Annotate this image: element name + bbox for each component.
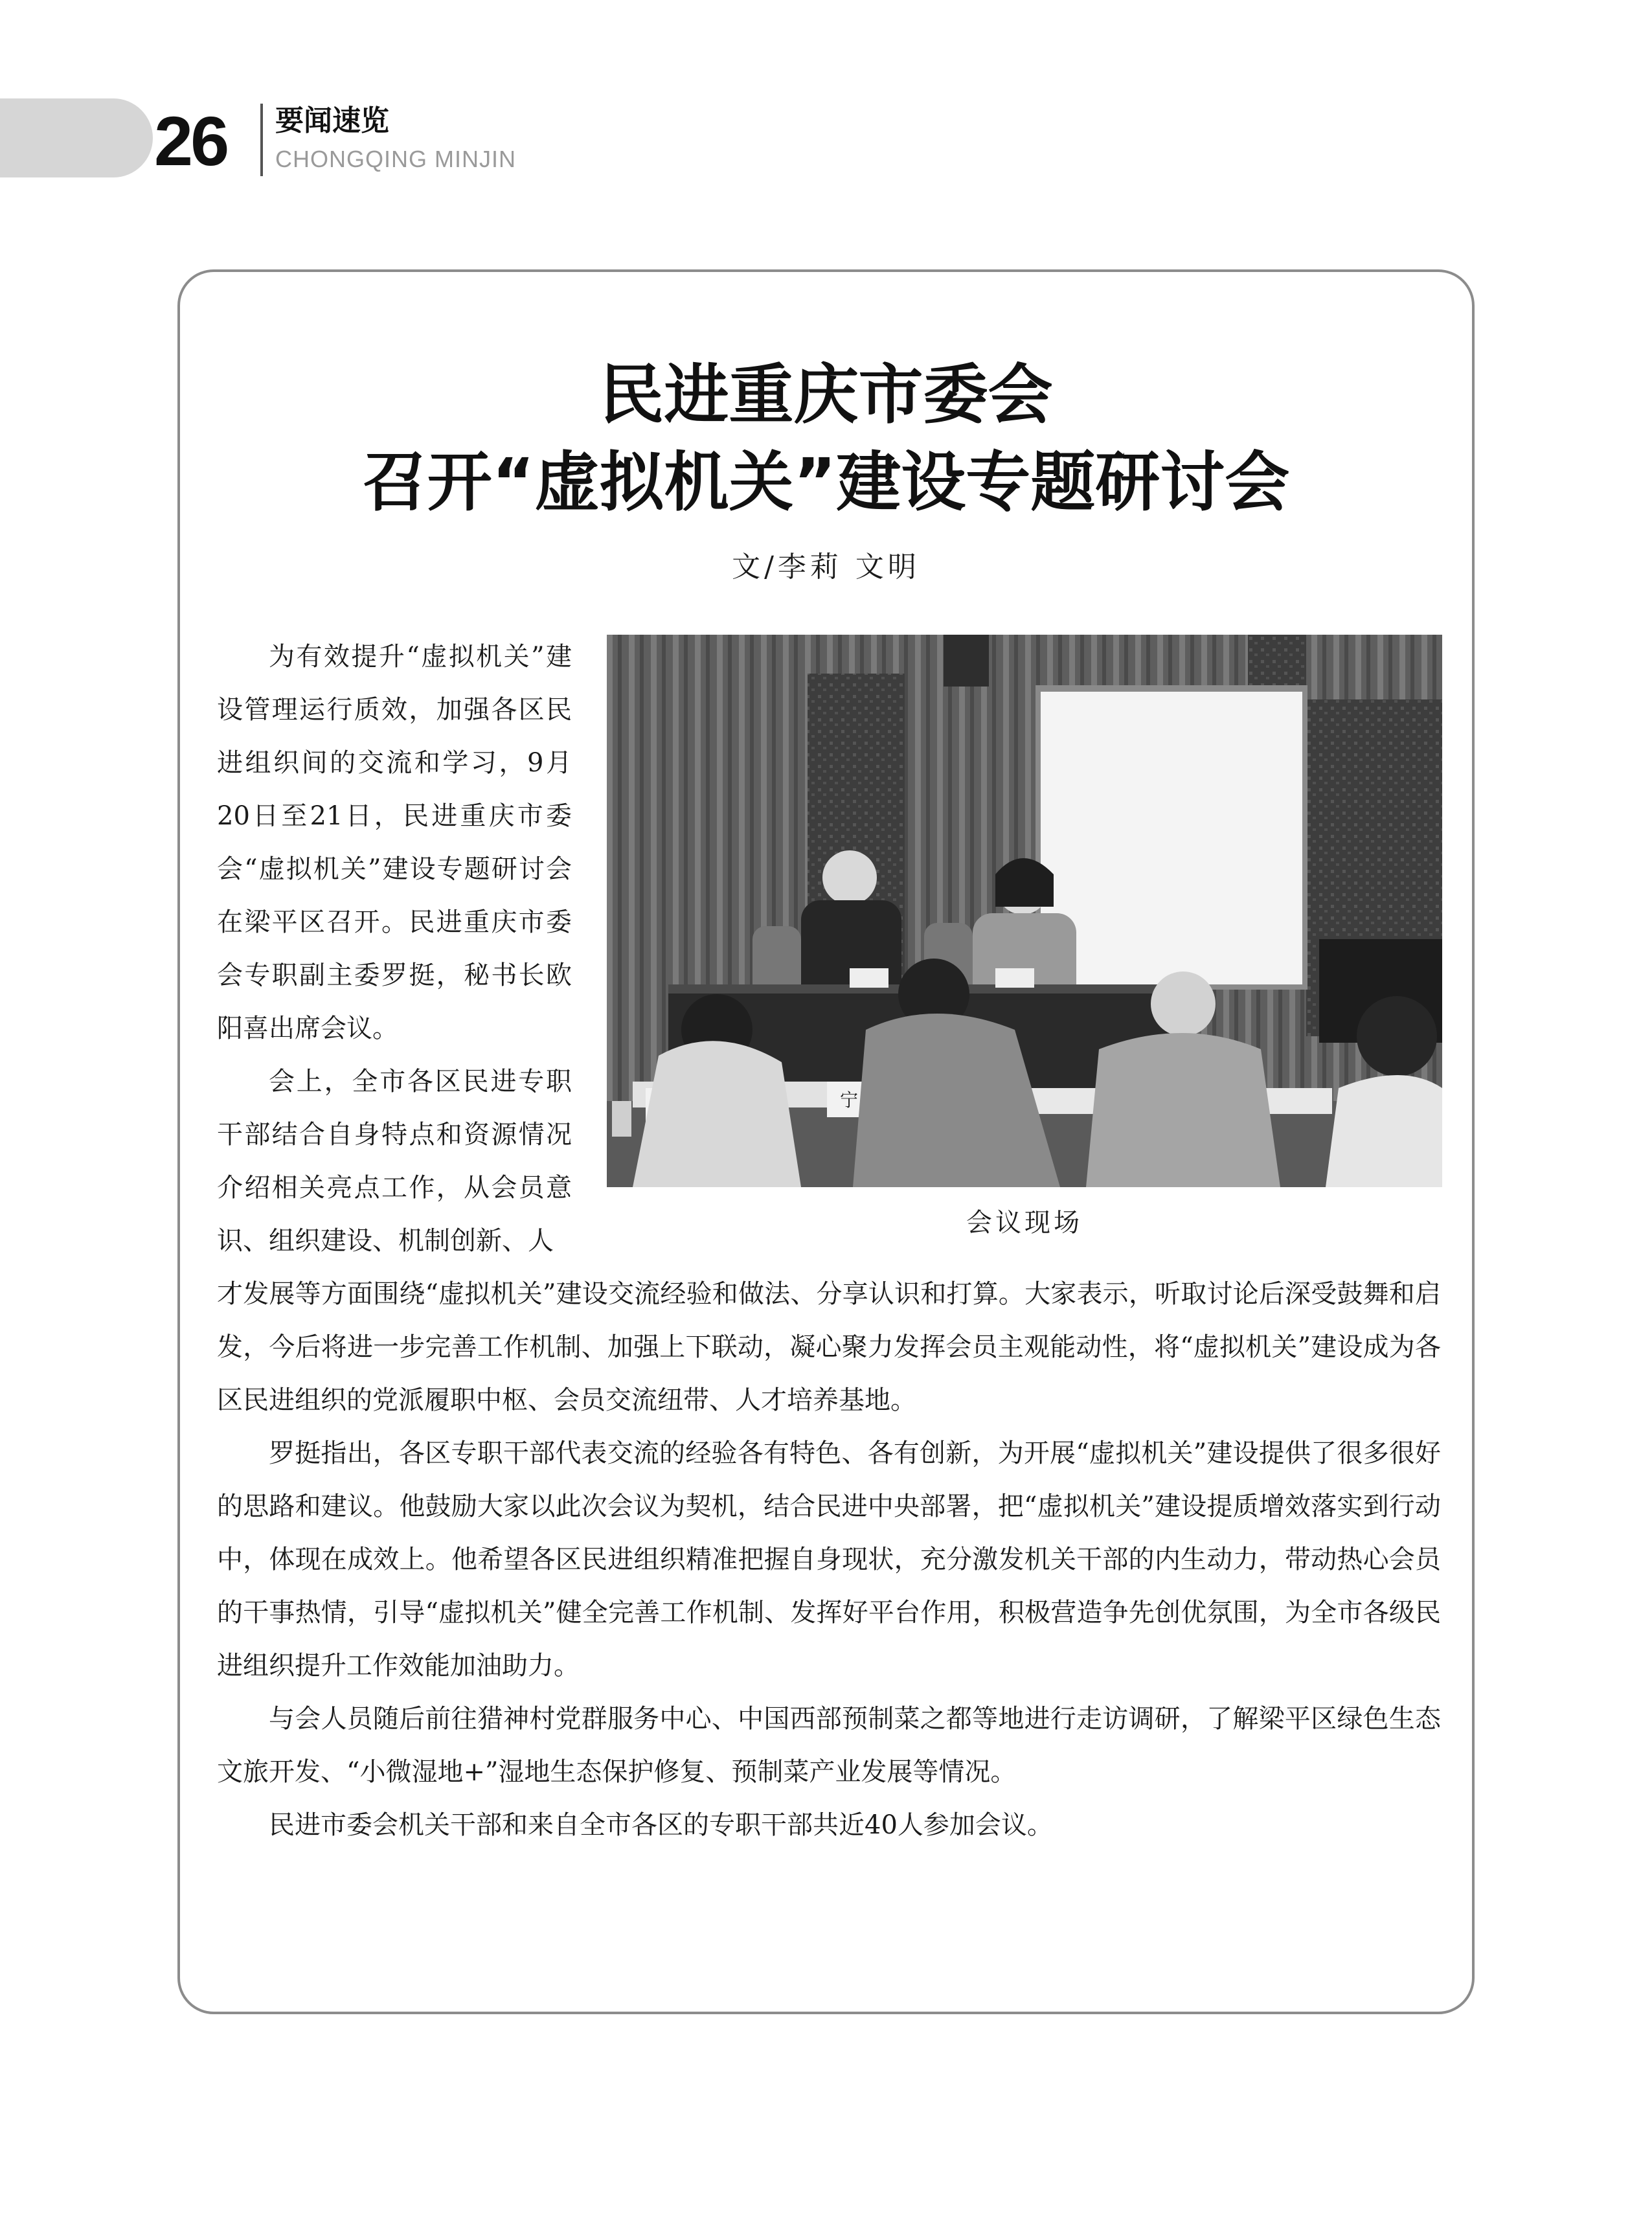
article-title-line1: 民进重庆市委会 [599,357,1053,433]
meeting-photo [607,635,1442,1187]
paragraph-5: 民进市委会机关干部和来自全市各区的专职干部共近40人参加会议。 [269,1810,1053,1840]
paragraph-3: 罗挺指出，各区专职干部代表交流的经验各有特色、各有创新，为开展“虚拟机关”建设提供了很多很好的思路和建议。他鼓励大家以此次会议为契机，结合民进中央部署，把“虚拟机关”建设提质增效落实到行动中，体现在成效上。他希望各区民进组织精准把握自身现状，充分激发机关干部的内生动力，带动热心会员的干事热情，引导“虚拟机关”健全完善工作机制、发挥好平台作用，积极营造争先创优氛围，为全市各级民进组织提升工作效能加油助力。 [217,1438,1441,1681]
paragraph-4: 与会人员随后前往猎神村党群服务中心、中国西部预制菜之都等地进行走访调研，了解梁平区绿色生态文旅开发、“小微湿地+”湿地生态保护修复、预制菜产业发展等情况。 [217,1704,1441,1787]
page-number: 26 [154,102,227,180]
header-tab-shape [0,98,153,177]
paragraph-2-continued: 才发展等方面围绕“虚拟机关”建设交流经验和做法、分享认识和打算。大家表示，听取讨论后深受鼓舞和启发，今后将进一步完善工作机制、加强上下联动，凝心聚力发挥会员主观能动性，将“虚拟机关”建设成为各区民进组织的党派履职中枢、会员交流纽带、人才培养基地。 [217,1279,1441,1415]
paragraph-1: 为有效提升“虚拟机关”建设管理运行质效，加强各区民进组织间的交流和学习，9月20日至21日，民进重庆市委会“虚拟机关”建设专题研讨会在梁平区召开。民进重庆市委会专职副主委罗挺，秘书长欧阳喜出席会议。 [217,642,572,1043]
section-subtitle: CHONGQING MINJIN [275,146,516,172]
section-title: 要闻速览 [275,104,389,137]
paragraph-2-narrow: 会上，全市各区民进专职干部结合自身特点和资源情况介绍相关亮点工作，从会员意识、组织建设、机制创新、人 [217,1067,572,1256]
photo-caption: 会议现场 [966,1208,1083,1238]
article-byline: 文/李莉 文明 [732,551,920,584]
meeting-photo-illustration [607,635,1442,1187]
placard-text-mid: 宁 [840,1089,859,1111]
article-title-line2: 召开“虚拟机关”建设专题研讨会 [362,444,1290,520]
header-divider [260,104,263,176]
